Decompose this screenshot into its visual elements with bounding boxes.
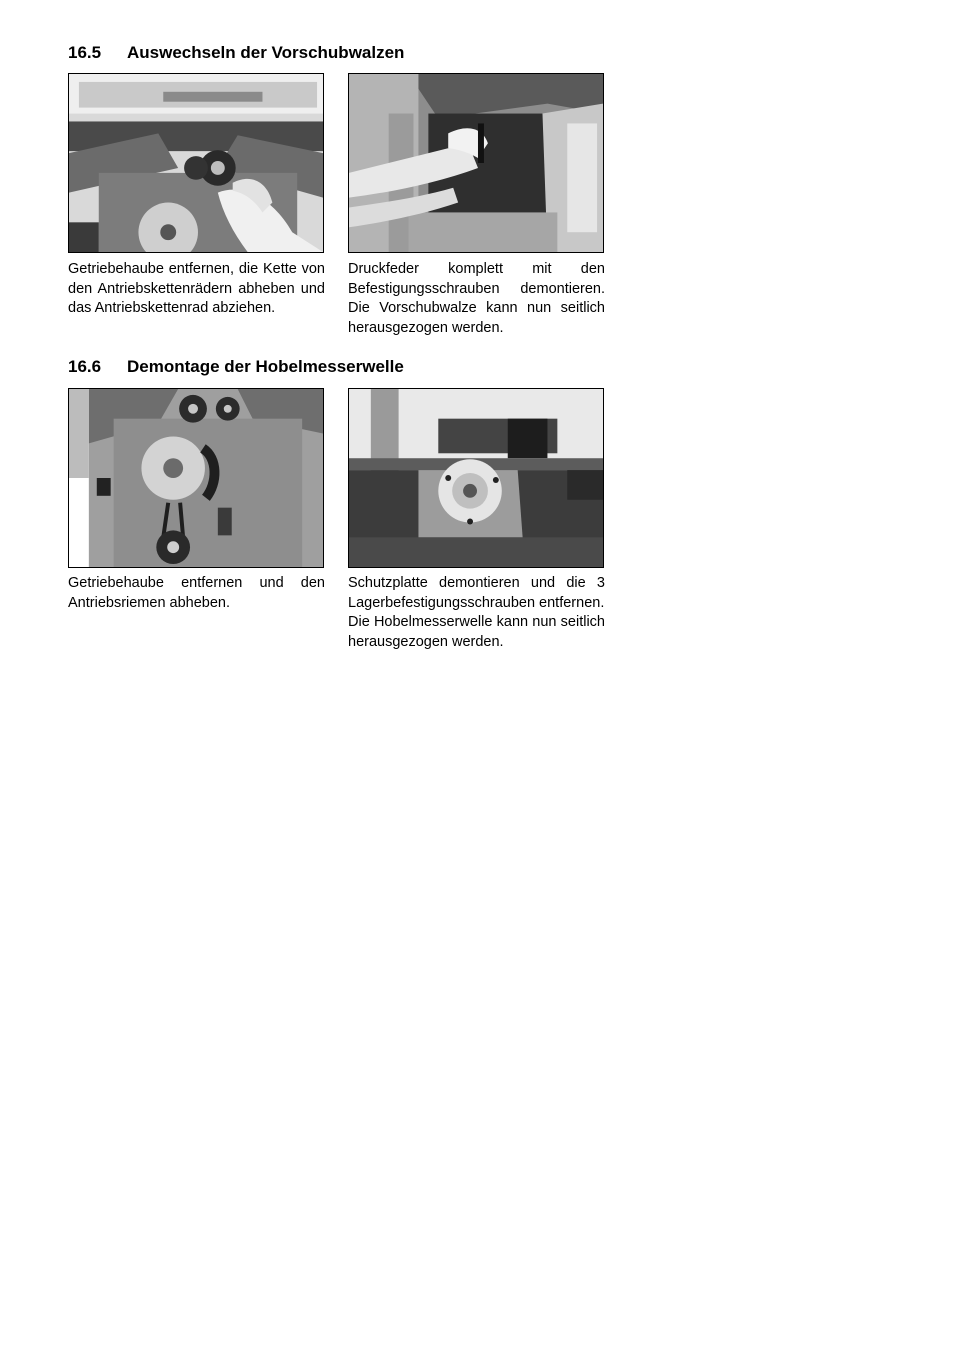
section-title: Demontage der Hobelmesserwelle <box>127 357 404 376</box>
photo-cutter-shaft-bearing-illustration <box>349 389 603 567</box>
photo-remove-compression-spring <box>348 73 604 253</box>
photo-remove-drive-sprocket <box>68 73 324 253</box>
section-title: Auswechseln der Vorschubwalzen <box>127 43 405 62</box>
caption-text: Getriebehaube entfernen und den Antriebsriemen abheben. <box>68 575 325 611</box>
caption-remove-compression-spring <box>348 260 605 338</box>
caption-text: Getriebehaube entfernen, die Kette von den Antriebskettenrädern abheben und das Antriebskettenrad abziehen. <box>68 261 325 316</box>
section-heading-16-5 <box>68 43 404 63</box>
photo-gears-and-drive-belt <box>68 388 324 568</box>
caption-text-2: Die Hobelmesserwelle kann nun seitlich herausgezogen werden. <box>348 614 605 650</box>
caption-remove-cutter-shaft <box>348 574 605 652</box>
section-heading-16-6 <box>68 357 404 377</box>
photo-remove-compression-spring-illustration <box>349 74 603 252</box>
caption-remove-drive-sprocket <box>68 260 325 319</box>
caption-text: Schutzplatte demontieren und die 3 Lagerbefestigungsschrauben entfernen. <box>348 575 605 611</box>
caption-text: Druckfeder komplett mit den Befestigungsschrauben demontieren. Die Vorschubwalze kann nun seitlich herausgezogen werden. <box>348 261 605 336</box>
photo-cutter-shaft-bearing <box>348 388 604 568</box>
section-number: 16.5 <box>68 43 102 62</box>
caption-remove-drive-belt <box>68 574 325 613</box>
photo-gears-and-drive-belt-illustration <box>69 389 323 567</box>
section-number: 16.6 <box>68 357 102 376</box>
photo-remove-drive-sprocket-illustration <box>69 74 323 252</box>
